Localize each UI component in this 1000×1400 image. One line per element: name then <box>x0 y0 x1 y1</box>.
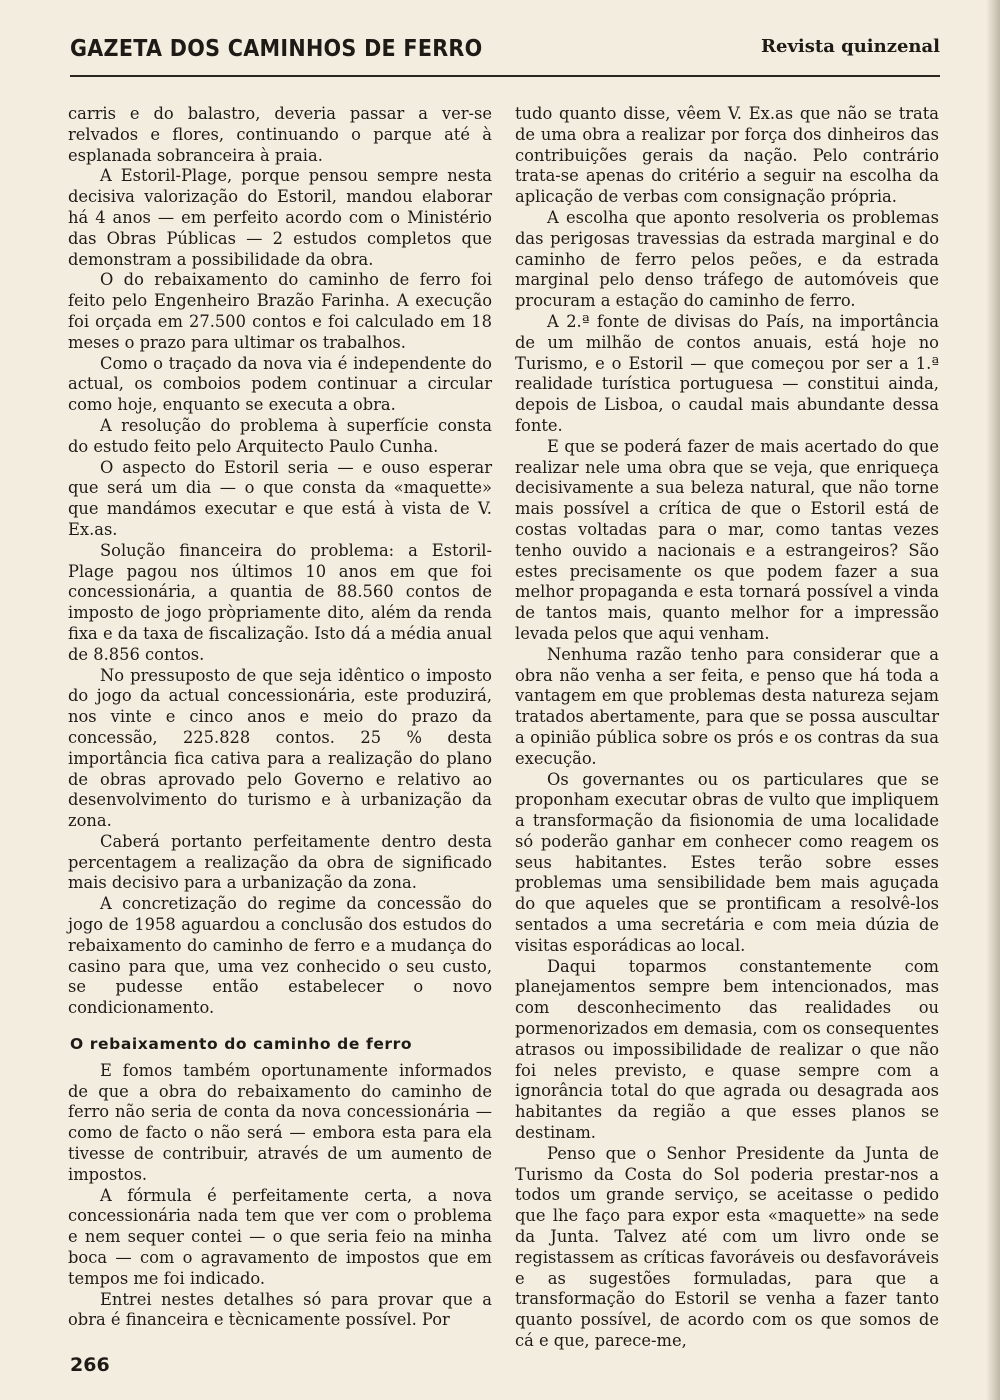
paragraph: A 2.ª fonte de divisas do País, na importância de um milhão de contos anuais, está hoje no Turismo, e o Estoril — que começou por ser a 1.ª realidade turística portuguesa — constitui ainda, depois de Lisboa, o caudal mais abundante dessa fonte. <box>515 311 939 435</box>
page-number: 266 <box>70 1354 110 1376</box>
paragraph: A escolha que aponto resolveria os problemas das perigosas travessias da estrada marginal e do caminho de ferro pelos peões, e da estrada marginal pelo denso tráfego de automóveis que procuram a estação do caminho de ferro. <box>515 207 939 311</box>
paragraph: Entrei nestes detalhes só para provar que a obra é financeira e tècnicamente possível. Por <box>68 1289 492 1330</box>
paragraph: No pressuposto de que seja idêntico o imposto do jogo da actual concessionária, este produzirá, nos vinte e cinco anos e meio do prazo da concessão, 225.828 contos. 25 % desta importância fica cativa para a realização do plano de obras aprovado pelo Governo e relativo ao desenvolvimento do turismo e à urbanização da zona. <box>68 665 492 831</box>
journal-title: GAZETA DOS CAMINHOS DE FERRO <box>70 36 483 62</box>
paragraph: Penso que o Senhor Presidente da Junta de Turismo da Costa do Sol poderia prestar-nos a todos um grande serviço, se aceitasse o pedido que lhe faço para expor esta «maquette» na sede da Junta. Talvez até com um livro onde se registassem as críticas favoráveis ou desfavoráveis e as sugestões formuladas, para que a transformação do Estoril se venha a fazer tanto quanto possível, de acordo com os que somos de cá e que, parece-me, <box>515 1143 939 1351</box>
paragraph: E fomos também oportunamente informados de que a obra do rebaixamento do caminho de ferro não seria de conta da nova concessionária — como de facto o não será — embora esta para ela tivesse de contribuir, através de um aumento de impostos. <box>68 1060 492 1184</box>
left-column <box>68 104 492 1331</box>
paragraph: A Estoril-Plage, porque pensou sempre nesta decisiva valorização do Estoril, mandou elaborar há 4 anos — em perfeito acordo com o Ministério das Obras Públicas — 2 estudos completos que demonstram a possibilidade da obra. <box>68 166 492 269</box>
header-rule <box>70 75 940 77</box>
paragraph: Daqui toparmos constantemente com planejamentos sempre bem intencionados, mas com desconhecimento das realidades ou pormenorizados em demasia, com os consequentes atrasos ou impossibilidade de realizar o que não foi neles previsto, e quase sempre com a ignorância total do que agrada ou desagrada aos habitantes da região a que esses planos se destinam. <box>515 956 939 1143</box>
paragraph: carris e do balastro, deveria passar a ver-se relvados e flores, continuando o parque até à esplanada sobranceira à praia. <box>68 104 492 165</box>
paragraph: E que se poderá fazer de mais acertado do que realizar nele uma obra que se veja, que enriqueça decisivamente a sua beleza natural, que não torne mais possível a crítica de que o Estoril está de costas voltadas para o mar, como tantas vezes tenho ouvido a nacionais e a estrangeiros? São estes precisamente os que podem fazer a sua melhor propaganda e esta tornará possível a vinda de tantos mais, quanto melhor for a impressão levada pelos que aqui venham. <box>515 436 939 643</box>
paragraph: Nenhuma razão tenho para considerar que a obra não venha a ser feita, e penso que há toda a vantagem em que problemas desta natureza sejam tratados abertamente, para que se possa auscultar a opinião pública sobre os prós e os contras da sua execução. <box>515 644 939 768</box>
right-column <box>515 104 939 1352</box>
journal-subtitle: Revista quinzenal <box>761 36 940 57</box>
paragraph: Solução financeira do problema: a Estoril-Plage pagou nos últimos 10 anos em que foi concessionária, a quantia de 88.560 contos de imposto de jogo pròpriamente dito, além da renda fixa e da taxa de fiscalização. Isto dá a média anual de 8.856 contos. <box>68 540 492 664</box>
paragraph: Caberá portanto perfeitamente dentro desta percentagem a realização da obra de significado mais decisivo para a urbanização da zona. <box>68 831 492 893</box>
paragraph: A concretização do regime da concessão do jogo de 1958 aguardou a conclusão dos estudos do rebaixamento do caminho de ferro e a mudança do casino para que, uma vez conhecido o seu custo, se pudesse então estabelecer o novo condicionamento. <box>68 894 492 1018</box>
paragraph: tudo quanto disse, vêem V. Ex.as que não se trata de uma obra a realizar por força dos dinheiros das contribuições gerais da nação. Pelo contrário trata-se apenas do critério a seguir na escolha da aplicação de verbas com consignação própria. <box>515 104 939 207</box>
paragraph: O aspecto do Estoril seria — e ouso esperar que será um dia — o que consta da «maquette» que mandámos executar e que está à vista de V. Ex.as. <box>68 457 492 539</box>
paragraph: Os governantes ou os particulares que se proponham executar obras de vulto que impliquem a transformação da fisionomia de uma localidade só poderão ganhar em conhecer como reagem os seus habitantes. Estes terão sobre esses problemas uma sensibilidade bem mais aguçada do que aqueles que se prontificam a resolvê-los sentados a uma secretária e com meia dúzia de visitas esporádicas ao local. <box>515 769 939 955</box>
section-heading: O rebaixamento do caminho de ferro <box>70 1035 413 1054</box>
page-edge-shadow <box>986 0 1000 1400</box>
running-header <box>70 36 940 76</box>
paragraph: O do rebaixamento do caminho de ferro foi feito pelo Engenheiro Brazão Farinha. A execução foi orçada em 27.500 contos e foi calculado em 18 meses o prazo para ultimar os trabalhos. <box>68 270 492 352</box>
paragraph: A fórmula é perfeitamente certa, a nova concessionária nada tem que ver com o problema e nem sequer contei — o que seria feio na minha boca — com o agravamento de impostos que em tempos me foi indicado. <box>68 1185 492 1288</box>
paragraph: Como o traçado da nova via é independente do actual, os comboios podem continuar a circular como hoje, enquanto se executa a obra. <box>68 353 492 415</box>
paragraph: A resolução do problema à superfície consta do estudo feito pelo Arquitecto Paulo Cunha. <box>68 415 492 456</box>
